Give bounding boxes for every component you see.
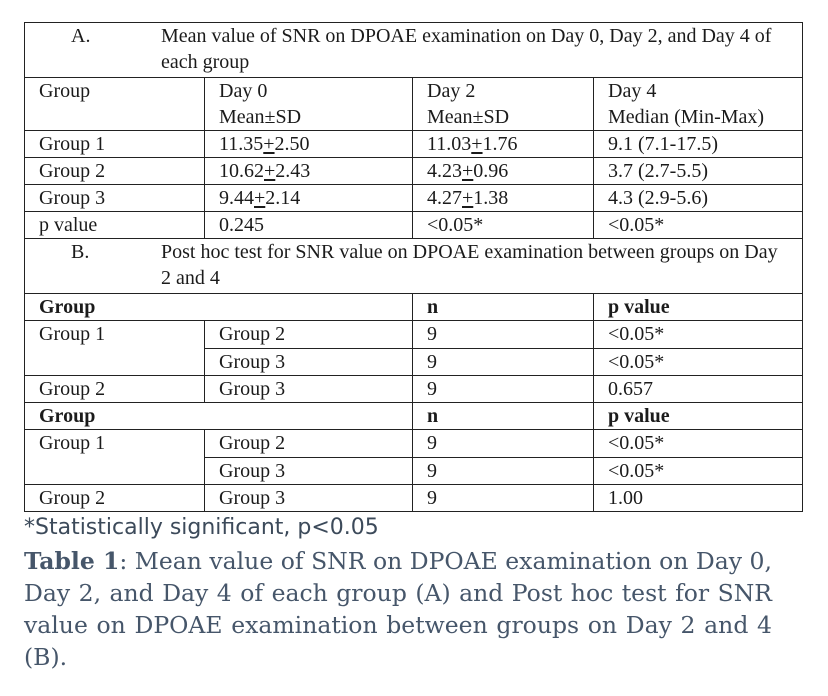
n-cell: 9 (413, 348, 594, 376)
header-day2-stat: Mean±SD (427, 106, 510, 128)
posthoc-header-row (25, 403, 803, 430)
n-cell: 9 (413, 430, 594, 458)
day4-cell: 3.7 (2.7-5.5) (594, 158, 803, 185)
posthoc-header-group: Group (25, 403, 413, 430)
day2-cell: 4.23+0.96 (413, 158, 594, 185)
section-b-title-row (25, 239, 803, 294)
section-b-label: B. (71, 241, 90, 263)
caption-label: Table 1 (24, 547, 120, 575)
pvalue-day0: 0.245 (205, 212, 413, 239)
group-b-cell: Group 2 (205, 321, 413, 349)
p-cell: 1.00 (594, 485, 803, 512)
table-row (25, 185, 803, 212)
group-b-cell: Group 3 (205, 485, 413, 512)
p-cell: <0.05* (594, 457, 803, 485)
section-b-title: Post hoc test for SNR value on DPOAE examination between groups on Day 2 and 4 (161, 241, 778, 289)
pvalue-day4: <0.05* (594, 212, 803, 239)
section-a-label: A. (71, 25, 91, 47)
group-b-cell: Group 3 (205, 376, 413, 403)
group-cell: Group 2 (25, 158, 205, 185)
group-a-cell: Group 1 (25, 430, 205, 485)
section-a-title-row (25, 23, 803, 78)
group-a-cell: Group 2 (25, 485, 205, 512)
table-row (25, 430, 803, 458)
n-cell: 9 (413, 485, 594, 512)
posthoc-header-pvalue: p value (594, 403, 803, 430)
group-a-cell: Group 2 (25, 376, 205, 403)
group-cell: Group 3 (25, 185, 205, 212)
section-a-title: Mean value of SNR on DPOAE examination on Day 0, Day 2, and Day 4 of each group (161, 25, 772, 73)
pvalue-label: p value (25, 212, 205, 239)
n-cell: 9 (413, 376, 594, 403)
n-cell: 9 (413, 321, 594, 349)
header-day2: Day 2 (427, 80, 476, 102)
pvalue-day2: <0.05* (413, 212, 594, 239)
day0-cell: 9.44+2.14 (205, 185, 413, 212)
section-a-header-row (25, 78, 803, 131)
day4-cell: 9.1 (7.1-17.5) (594, 131, 803, 158)
posthoc-header-pvalue: p value (594, 294, 803, 321)
footnote: *Statistically significant, p<0.05 (24, 515, 379, 540)
group-cell: Group 1 (25, 131, 205, 158)
day2-cell: 4.27+1.38 (413, 185, 594, 212)
header-group: Group (39, 80, 91, 102)
results-table (24, 22, 803, 512)
day2-cell: 11.03+1.76 (413, 131, 594, 158)
day0-cell: 11.35+2.50 (205, 131, 413, 158)
table-row (25, 158, 803, 185)
table-row (25, 131, 803, 158)
group-a-cell: Group 1 (25, 321, 205, 376)
p-cell: <0.05* (594, 430, 803, 458)
posthoc-header-row (25, 294, 803, 321)
caption-text: : Mean value of SNR on DPOAE examination on Day 0, Day 2, and Day 4 of each group (A) and Post hoc test for SNR value on DPOAE examination between groups on Day 2 and 4 (B). (24, 547, 772, 671)
p-cell: 0.657 (594, 376, 803, 403)
table-row (25, 376, 803, 403)
table-row (25, 321, 803, 349)
group-b-cell: Group 3 (205, 348, 413, 376)
header-day0: Day 0 (219, 80, 268, 102)
header-day4: Day 4 (608, 80, 657, 102)
group-b-cell: Group 2 (205, 430, 413, 458)
table-row (25, 485, 803, 512)
p-cell: <0.05* (594, 321, 803, 349)
posthoc-header-group: Group (25, 294, 413, 321)
posthoc-header-n: n (413, 294, 594, 321)
group-b-cell: Group 3 (205, 457, 413, 485)
header-day0-stat: Mean±SD (219, 106, 302, 128)
p-cell: <0.05* (594, 348, 803, 376)
header-day4-stat: Median (Min-Max) (608, 106, 765, 128)
day4-cell: 4.3 (2.9-5.6) (594, 185, 803, 212)
pvalue-row (25, 212, 803, 239)
day0-cell: 10.62+2.43 (205, 158, 413, 185)
table-caption (24, 545, 772, 673)
posthoc-header-n: n (413, 403, 594, 430)
n-cell: 9 (413, 457, 594, 485)
